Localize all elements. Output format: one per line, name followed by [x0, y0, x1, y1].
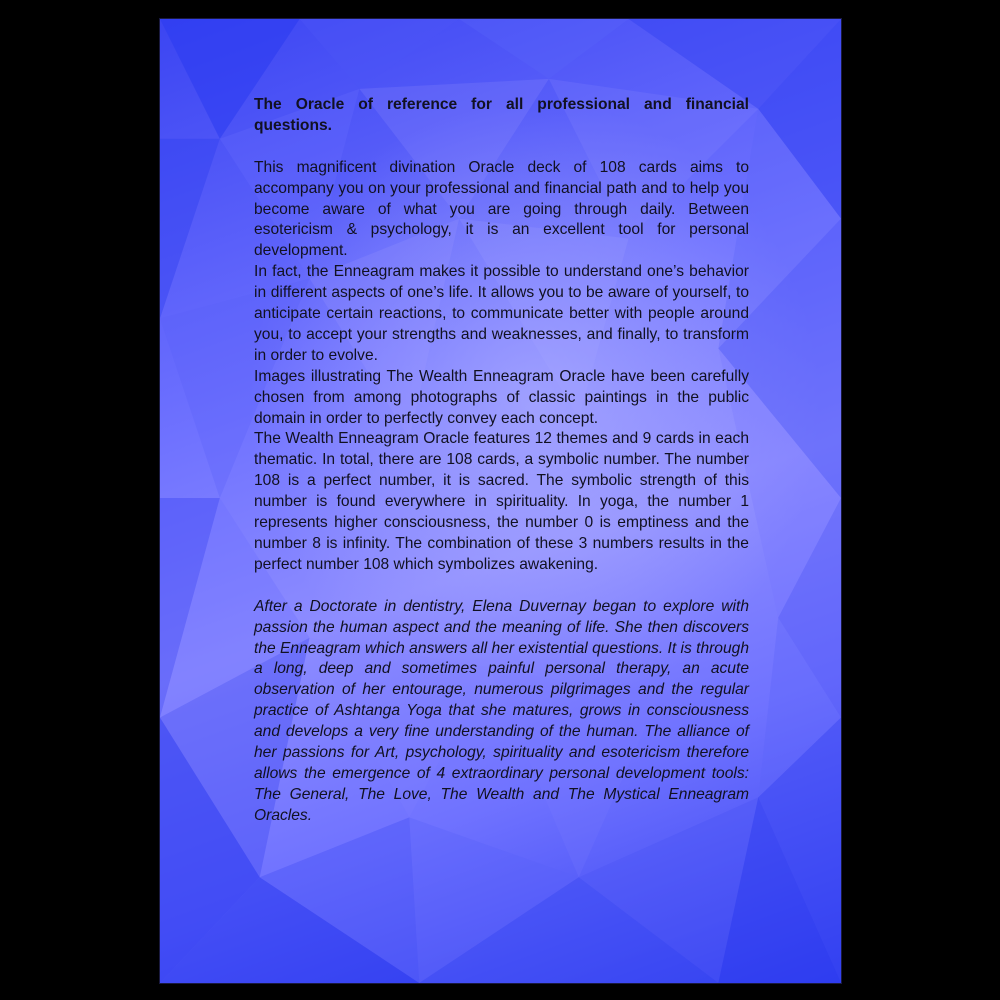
author-bio: After a Doctorate in dentistry, Elena Duvernay began to explore with passion the human aspect and the meaning of life. She then discovers the Enneagram which answers all her existential questions. It is through a long, deep and sometimes painful personal therapy, an acute observation of her entourage, numerous pilgrimages and the regular practice of Ashtanga Yoga that she matures, grows in consciousness and develops a very fine understanding of the human. The alliance of her passions for Art, psychology, spirituality and esotericism therefore allows the emergence of 4 extraordinary personal development tools: The General, The Love, The Wealth and The Mystical Enneagram Oracles. [254, 597, 749, 824]
paragraph-number-108: The Wealth Enneagram Oracle features 12 themes and 9 cards in each thematic. In total, there are 108 cards, a symbolic number. The number 108 is a perfect number, it is sacred. The symbolic strength of this number is found everywhere in spirituality. In yoga, the number 1 represents higher consciousness, the number 0 is emptiness and the number 8 is infinity. The combination of these 3 numbers results in the perfect number 108 which symbolizes awakening. [254, 430, 749, 573]
page-title: The Oracle of reference for all professional and financial questions. [254, 96, 749, 134]
back-cover-page [159, 18, 842, 984]
spacer [254, 576, 749, 597]
page-text [254, 95, 749, 827]
paragraph-enneagram: In fact, the Enneagram makes it possible to understand one’s behavior in different aspects of one’s life. It allows you to be aware of yourself, to anticipate certain reactions, to communicate better with people around you, to accept your strengths and weaknesses, and finally, to transform in order to evolve. [254, 263, 749, 364]
spacer [254, 137, 749, 158]
paragraph-images: Images illustrating The Wealth Enneagram Oracle have been carefully chosen from among photographs of classic paintings in the public domain in order to perfectly convey each concept. [254, 367, 749, 427]
paragraph-intro: This magnificent divination Oracle deck of 108 cards aims to accompany you on your professional and financial path and to help you become aware of what you are going through daily. Between esotericism & psychology, it is an excellent tool for personal development. [254, 158, 749, 260]
